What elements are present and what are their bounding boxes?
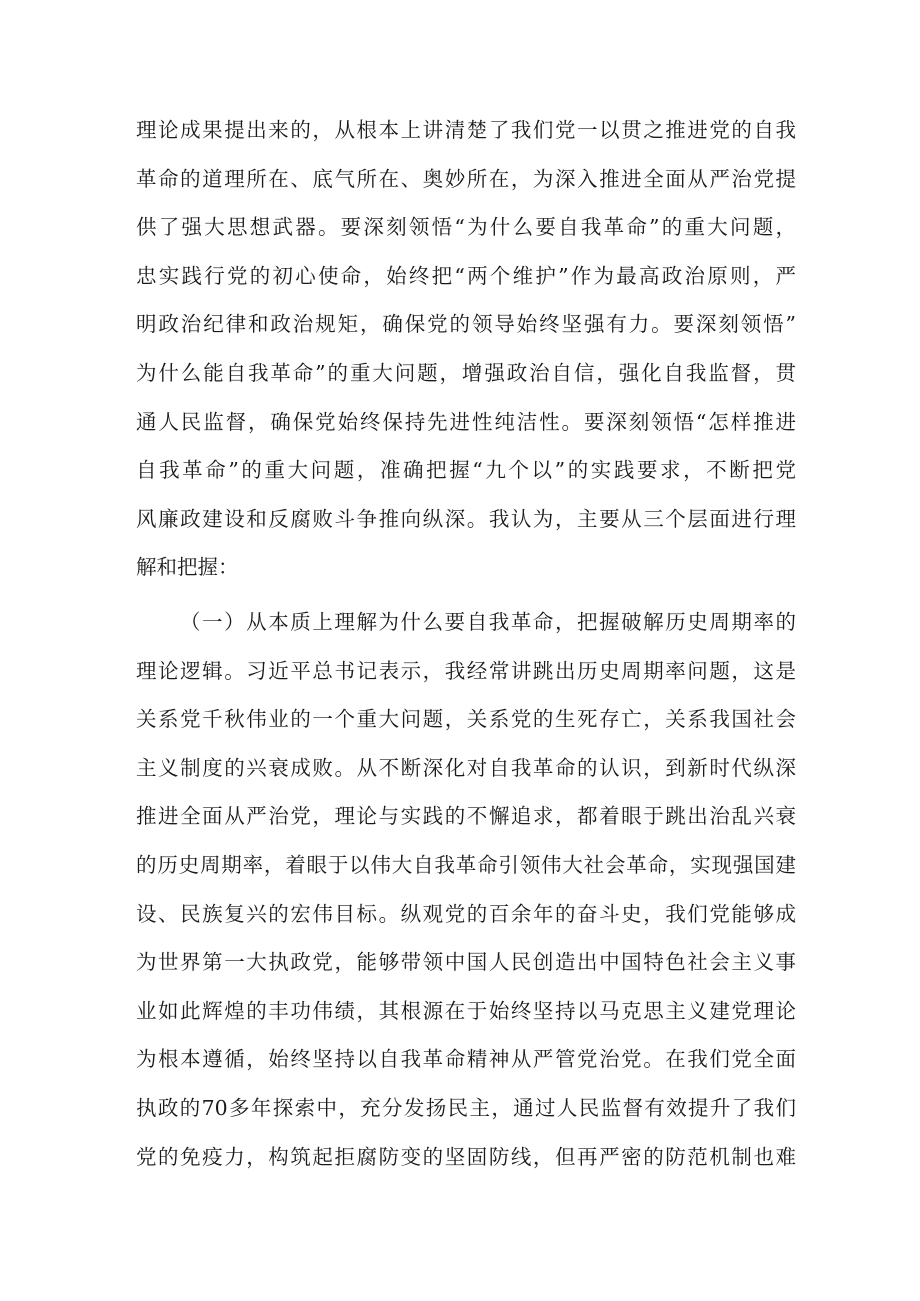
text-line: 为世界第一大执政党，能够带领中国人民创造出中国特色社会主义事 [136,950,796,975]
text-line: 理论成果提出来的，从根本上讲清楚了我们党一以贯之推进党的自我 [136,118,796,142]
paragraph-1 [136,106,796,592]
text-line: 供了强大思想武器。要深刻领悟“为什么要自我革命”的重大问题， [136,215,796,240]
text-line: 革命的道理所在、底气所在、奥妙所在，为深入推进全面从严治党提 [136,166,796,191]
text-line: 自我革命”的重大问题，准确把握“九个以”的实践要求，不断把党 [136,458,796,483]
text-line: 为什么能自我革命”的重大问题，增强政治自信，强化自我监督，贯 [136,360,796,385]
text-line: 明政治纪律和政治规矩，确保党的领导始终坚强有力。要深刻领悟” [136,312,796,337]
text-line: 为根本遵循，始终坚持以自我革命精神从严管党治党。在我们党全面 [136,1047,796,1072]
text-line: 通人民监督，确保党始终保持先进性纯洁性。要深刻领悟“怎样推进 [136,409,796,434]
text-line: 推进全面从严治党，理论与实践的不懈追求，都着眼于跳出治乱兴衰 [136,804,796,829]
text-line: 主义制度的兴衰成败。从不断深化对自我革命的认识，到新时代纵深 [136,755,796,780]
paragraph-2 [136,598,796,1181]
text-line: 业如此辉煌的丰功伟绩，其根源在于始终坚持以马克思主义建党理论 [136,998,796,1023]
text-line: 设、民族复兴的宏伟目标。纵观党的百余年的奋斗史，我们党能够成 [136,901,796,926]
text-line: 关系党千秋伟业的一个重大问题，关系党的生死存亡，关系我国社会 [136,707,796,732]
text-line: 执政的70多年探索中，充分发扬民主，通过人民监督有效提升了我们 [136,1095,796,1120]
text-line: 理论逻辑。习近平总书记表示，我经常讲跳出历史周期率问题，这是 [136,658,796,683]
text-line: 风廉政建设和反腐败斗争推向纵深。我认为，主要从三个层面进行理 [136,506,796,531]
text-line: 解和把握： [136,555,239,580]
text-line: 的历史周期率，着眼于以伟大自我革命引领伟大社会革命，实现强国建 [136,852,796,877]
text-line: 党的免疫力，构筑起拒腐防变的坚固防线，但再严密的防范机制也难 [136,1144,796,1169]
text-line: 忠实践行党的初心使命，始终把“两个维护”作为最高政治原则，严 [136,263,796,288]
text-line: （一）从本质上理解为什么要自我革命，把握破解历史周期率的 [180,610,796,634]
